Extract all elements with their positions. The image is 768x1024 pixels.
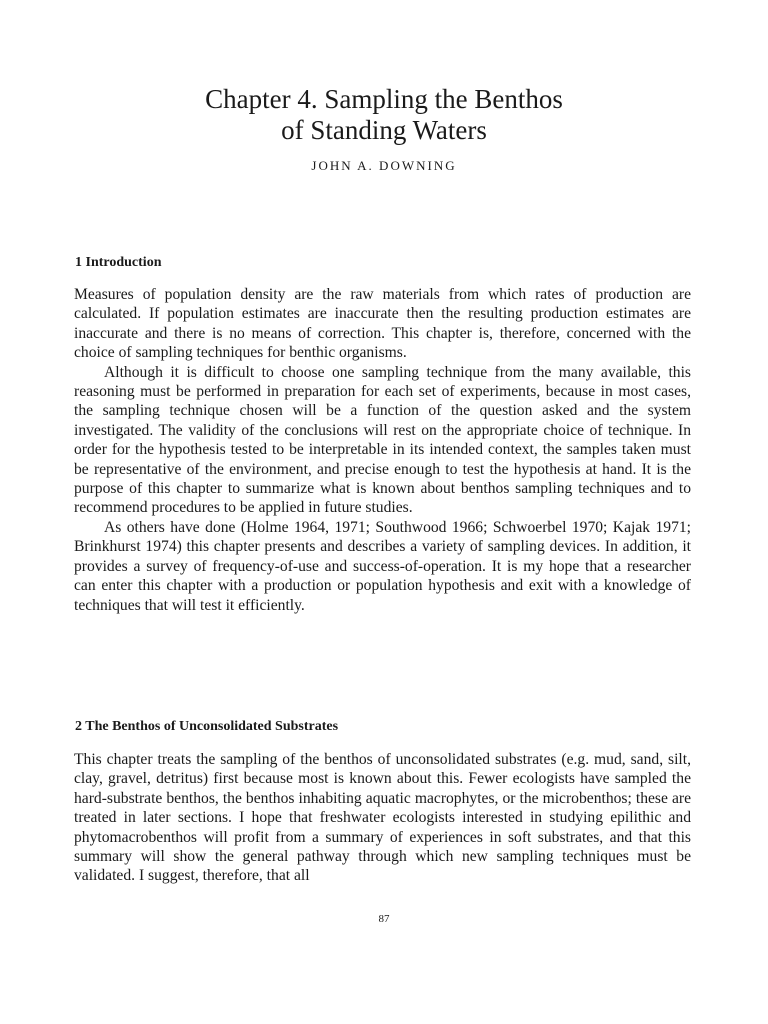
section-heading-introduction: 1 Introduction (75, 255, 162, 270)
section-body-unconsolidated-substrates (74, 750, 691, 886)
paragraph: As others have done (Holme 1964, 1971; Southwood 1966; Schwoerbel 1970; Kajak 1971; Brinkhurst 1974) this chapter presents and describes a variety of sampling devices. In addition, it provides a survey of frequency-of-use and success-of-operation. It is my hope that a researcher can enter this chapter with a production or population hypothesis and exit with a knowledge of techniques that will test it efficiently. (74, 518, 691, 614)
paragraph: Although it is difficult to choose one sampling technique from the many available, this reasoning must be performed in preparation for each set of experiments, because in most cases, the sampling technique chosen will be a function of the question asked and the system investigated. The validity of the conclusions will rest on the appropriate choice of technique. In order for the hypothesis tested to be interpretable in its intended context, the samples taken must be representative of the environment, and precise enough to test the hypothesis at hand. It is the purpose of this chapter to summarize what is known about benthos sampling techniques and to recommend procedures to be applied in future studies. (74, 363, 691, 517)
section-heading-unconsolidated-substrates: 2 The Benthos of Unconsolidated Substrates (75, 719, 339, 734)
chapter-title-line-2: of Standing Waters (281, 115, 487, 145)
paragraph: This chapter treats the sampling of the benthos of unconsolidated substrates (e.g. mud, sand, silt, clay, gravel, detritus) first because most is known about this. Fewer ecologists have sampled the hard-substrate benthos, the benthos inhabiting aquatic macrophytes, or the microbenthos; these are treated in later sections. I hope that freshwater ecologists interested in studying epilithic and phytomacrobenthos will profit from a summary of experiences in soft substrates, and that this summary will show the general pathway through which new sampling techniques must be validated. I suggest, therefore, that all (74, 751, 691, 885)
chapter-title (0, 84, 768, 146)
paragraph: Measures of population density are the raw materials from which rates of production are calculated. If population estimates are inaccurate then the resulting production estimates are inaccurate and there is no means of correction. This chapter is, therefore, concerned with the choice of sampling techniques for benthic organisms. (74, 286, 691, 362)
chapter-title-line-1: Chapter 4. Sampling the Benthos (205, 84, 563, 114)
author-name: JOHN A. DOWNING (311, 158, 457, 173)
page-number: 87 (378, 913, 390, 925)
section-body-introduction (74, 285, 691, 615)
